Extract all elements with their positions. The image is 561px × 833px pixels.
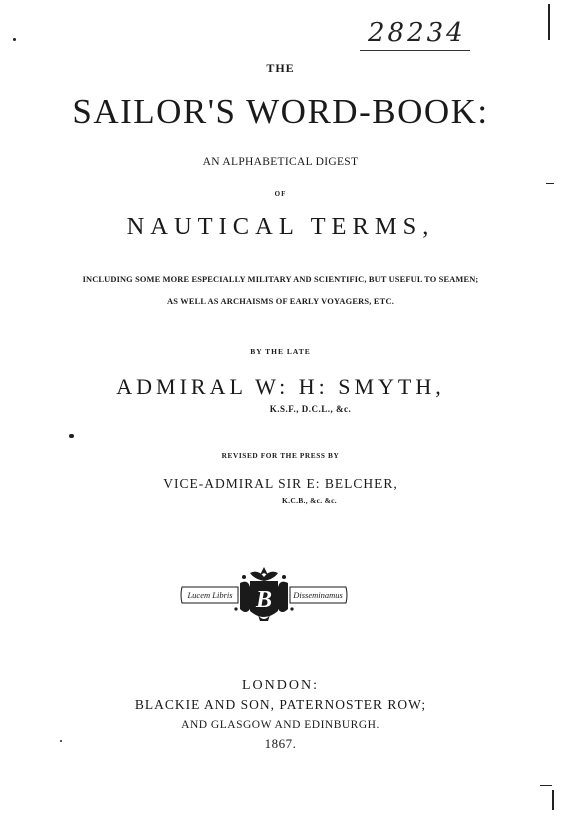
page-edge-mark (540, 785, 552, 786)
author-name: ADMIRAL W: H: SMYTH, (116, 374, 445, 399)
scope-line-1: INCLUDING SOME MORE ESPECIALLY MILITARY AND SCIENTIFIC, BUT USEFUL TO SEAMEN; (82, 275, 479, 284)
imprint-city: LONDON: (242, 678, 319, 693)
accession-underline (360, 50, 470, 51)
author-honours: K.S.F., D.C.L., &c. (269, 404, 352, 414)
emblem-right-motto: Disseminamus (293, 590, 343, 600)
publisher-cities: AND GLASGOW AND EDINBURGH. (181, 719, 380, 731)
emblem-left-motto: Lucem Libris (187, 590, 233, 600)
title-article: THE (266, 61, 295, 75)
subtitle: AN ALPHABETICAL DIGEST (202, 156, 359, 168)
publisher-name: BLACKIE AND SON, PATERNOSTER ROW; (134, 697, 427, 712)
ink-speck (69, 434, 74, 438)
page-edge-mark (546, 183, 554, 184)
handwritten-accession-number: 28234 (368, 18, 466, 48)
revised-by: REVISED FOR THE PRESS BY (221, 451, 340, 460)
publication-year: 1867. (264, 736, 297, 751)
main-title: SAILOR'S WORD-BOOK: (72, 92, 489, 131)
by-the-late: BY THE LATE (250, 347, 311, 356)
publisher-emblem (178, 565, 350, 625)
page-edge-mark (548, 4, 550, 40)
emblem-monogram: B (255, 587, 273, 613)
scope-line-2: AS WELL AS ARCHAISMS OF EARLY VOYAGERS, ETC. (167, 297, 394, 306)
subject-title: NAUTICAL TERMS, (126, 213, 435, 240)
ink-speck (13, 38, 16, 41)
page-edge-mark (552, 790, 554, 810)
subtitle-of: OF (274, 190, 287, 198)
reviser-honours: K.C.B., &c. &c. (282, 496, 337, 505)
reviser-name: VICE-ADMIRAL SIR E: BELCHER, (163, 476, 398, 491)
